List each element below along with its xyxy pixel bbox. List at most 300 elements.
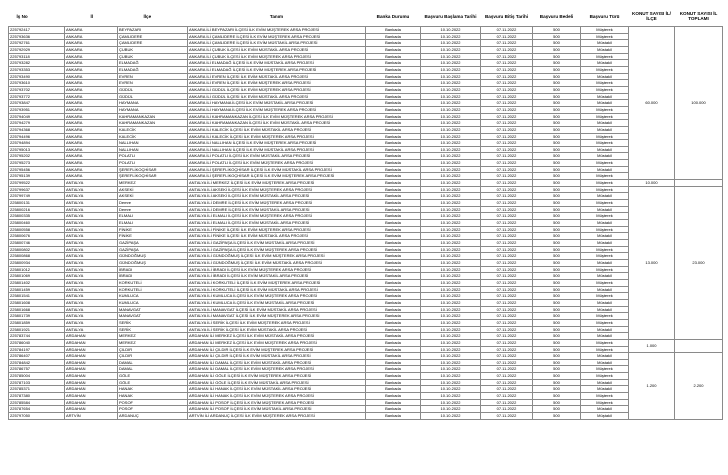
cell-basvuru-bedeli: 500 bbox=[533, 399, 581, 406]
cell-basvuru-baslama: 10.10.2022 bbox=[421, 266, 481, 273]
header-basvuru-bedeli: Başvuru Bedeli bbox=[539, 13, 574, 19]
cell-ilce: KORKUTELİ bbox=[118, 286, 188, 293]
cell-basvuru-turu: Müstakil bbox=[581, 233, 629, 240]
cell-basvuru-bedeli: 500 bbox=[533, 213, 581, 220]
cell-banka-durumu: Bankada bbox=[366, 100, 421, 107]
cell-konut-il-ilce: 60.000 bbox=[629, 27, 675, 180]
cell-tanim: ANTALYA İLİ KORKUTELİ İLÇESİ İLK EVİM MÜŞTEREK ARSA PROJESİ bbox=[188, 279, 366, 286]
cell-tanim: ANTALYA İLİ İBRADI İLÇESİ İLK EVİM MÜŞTEREK ARSA PROJESİ bbox=[188, 266, 366, 273]
cell-tanim: ARTVİN İLİ ARDANUÇ İLÇESİ İLK EVİM MÜŞTEREK ARSA PROJESİ bbox=[188, 413, 366, 420]
cell-il: ANKARA bbox=[65, 66, 118, 73]
cell-ilan-no: 225799522 bbox=[9, 180, 65, 187]
cell-il: ARTVİN bbox=[65, 413, 118, 420]
cell-basvuru-turu: Müşterek bbox=[581, 279, 629, 286]
cell-ilce: ELMADAĞ bbox=[118, 60, 188, 67]
cell-banka-durumu: Bankada bbox=[366, 186, 421, 193]
table-row bbox=[9, 326, 723, 333]
cell-basvuru-turu: Müstakil bbox=[581, 353, 629, 360]
cell-ilce: MERKEZ bbox=[118, 333, 188, 340]
cell-tanim: ANTALYA İLİ MERKEZ İLÇESİ İLK EVİM MÜŞTEREK ARSA PROJESİ bbox=[188, 180, 366, 187]
cell-ilce: ÇUBUK bbox=[118, 46, 188, 53]
cell-basvuru-turu: Müşterek bbox=[581, 113, 629, 120]
cell-ilce: ÇILDIR bbox=[118, 353, 188, 360]
cell-basvuru-turu: Müşterek bbox=[581, 160, 629, 167]
cell-ilce: ELMALI bbox=[118, 220, 188, 227]
cell-ilce: GÖLE bbox=[118, 379, 188, 386]
table-row bbox=[9, 200, 723, 207]
cell-il: ARDAHAN bbox=[65, 346, 118, 353]
cell-il: ANTALYA bbox=[65, 206, 118, 213]
cell-il: ANKARA bbox=[65, 160, 118, 167]
cell-tanim: ANKARA İLİ POLATLI İLÇESİ İLK EVİM MÜŞTEREK ARSA PROJESİ bbox=[188, 160, 366, 167]
cell-tanim: ANKARA İLİ EVREN İLÇESİ İLK EVİM MÜSTAKİL ARSA PROJESİ bbox=[188, 73, 366, 80]
table-row bbox=[9, 346, 723, 353]
cell-il: ANKARA bbox=[65, 126, 118, 133]
cell-basvuru-bitis: 07.11.2022 bbox=[481, 86, 533, 93]
cell-basvuru-baslama: 10.10.2022 bbox=[421, 253, 481, 260]
cell-tanim: ARDAHAN İLİ ÇILDIR İLÇESİ İLK EVİM MÜSTAKİL ARSA PROJESİ bbox=[188, 353, 366, 360]
cell-basvuru-turu: Müşterek bbox=[581, 313, 629, 320]
header-konut-il-ilce: KONUT SAYISI İL/İLÇE bbox=[632, 11, 671, 21]
cell-il: ANKARA bbox=[65, 93, 118, 100]
cell-basvuru-turu: Müşterek bbox=[581, 106, 629, 113]
cell-basvuru-turu: Müstakil bbox=[581, 379, 629, 386]
cell-il: ARDAHAN bbox=[65, 379, 118, 386]
cell-banka-durumu: Bankada bbox=[366, 140, 421, 147]
cell-il: ANKARA bbox=[65, 60, 118, 67]
cell-ilce: NALLIHAN bbox=[118, 140, 188, 147]
cell-basvuru-baslama: 10.10.2022 bbox=[421, 126, 481, 133]
cell-ilan-no: 225793353 bbox=[9, 66, 65, 73]
cell-basvuru-bitis: 07.11.2022 bbox=[481, 386, 533, 393]
cell-basvuru-turu: Müstakil bbox=[581, 120, 629, 127]
cell-ilce: KUMLUCA bbox=[118, 293, 188, 300]
cell-basvuru-baslama: 10.10.2022 bbox=[421, 379, 481, 386]
cell-ilan-no: 225801402 bbox=[9, 279, 65, 286]
cell-basvuru-baslama: 10.10.2022 bbox=[421, 33, 481, 40]
cell-ilan-no: 225785584 bbox=[9, 399, 65, 406]
cell-il: ARDAHAN bbox=[65, 359, 118, 366]
cell-il: ANTALYA bbox=[65, 313, 118, 320]
cell-basvuru-bedeli: 500 bbox=[533, 326, 581, 333]
header-basvuru-turu: Başvuru Türü bbox=[589, 13, 620, 19]
table-row bbox=[9, 339, 723, 346]
cell-basvuru-turu: Müstakil bbox=[581, 60, 629, 67]
cell-tanim: ANTALYA İLİ KUMLUCA İLÇESİ İLK EVİM MÜSTAKİL ARSA PROJESİ bbox=[188, 299, 366, 306]
cell-banka-durumu: Bankada bbox=[366, 399, 421, 406]
cell-basvuru-bedeli: 500 bbox=[533, 240, 581, 247]
cell-basvuru-bedeli: 500 bbox=[533, 333, 581, 340]
cell-basvuru-bedeli: 500 bbox=[533, 206, 581, 213]
cell-basvuru-turu: Müşterek bbox=[581, 399, 629, 406]
cell-tanim: ANKARA İLİ KALECİK İLÇESİ İLK EVİM MÜŞTEREK ARSA PROJESİ bbox=[188, 133, 366, 140]
cell-basvuru-bitis: 07.11.2022 bbox=[481, 393, 533, 400]
cell-ilan-no: 225792417 bbox=[9, 27, 65, 34]
cell-basvuru-baslama: 10.10.2022 bbox=[421, 80, 481, 87]
cell-basvuru-turu: Müştakil bbox=[581, 413, 629, 420]
cell-basvuru-baslama: 10.10.2022 bbox=[421, 27, 481, 34]
cell-il: ANTALYA bbox=[65, 180, 118, 187]
table-row bbox=[9, 379, 723, 386]
cell-il: ANTALYA bbox=[65, 200, 118, 207]
cell-ilce: GÜDÜL bbox=[118, 86, 188, 93]
cell-ilce: ÇILDIR bbox=[118, 346, 188, 353]
table-row bbox=[9, 46, 723, 53]
cell-basvuru-baslama: 10.10.2022 bbox=[421, 160, 481, 167]
cell-banka-durumu: Bankada bbox=[366, 86, 421, 93]
cell-ilce: GÜDÜL bbox=[118, 93, 188, 100]
cell-konut-il-ilce: 1.000 bbox=[629, 339, 675, 352]
table-row bbox=[9, 53, 723, 60]
cell-ilan-no: 225785371 bbox=[9, 386, 65, 393]
cell-banka-durumu: Bankada bbox=[366, 133, 421, 140]
cell-ilce: ÇUBUK bbox=[118, 53, 188, 60]
cell-ilce: KUMLUCA bbox=[118, 299, 188, 306]
cell-ilce: ŞEREFLİKOÇHİSAR bbox=[118, 173, 188, 180]
cell-basvuru-bitis: 07.11.2022 bbox=[481, 73, 533, 80]
cell-basvuru-bedeli: 500 bbox=[533, 406, 581, 413]
table-body bbox=[9, 27, 723, 420]
cell-basvuru-bedeli: 500 bbox=[533, 133, 581, 140]
cell-banka-durumu: Bankada bbox=[366, 180, 421, 187]
cell-ilan-no: 225801859 bbox=[9, 319, 65, 326]
cell-basvuru-baslama: 10.10.2022 bbox=[421, 120, 481, 127]
table-row bbox=[9, 73, 723, 80]
cell-tanim: ANKARA İLİ NALLIHAN İLÇESİ İLK EVİM MÜŞTEREK ARSA PROJESİ bbox=[188, 140, 366, 147]
cell-il: ANKARA bbox=[65, 153, 118, 160]
cell-ilan-no: 225795456 bbox=[9, 166, 65, 173]
cell-tanim: ANKARA İLİ ÇAMLIDERE İLÇESİ İLK EVİM MÜŞTEREK ARSA PROJESİ bbox=[188, 33, 366, 40]
cell-ilan-no: 225801668 bbox=[9, 306, 65, 313]
cell-ilce: HAYMANA bbox=[118, 106, 188, 113]
cell-tanim: ANTALYA İLİ DEMRE İLÇESİ İLK EVİM MÜSTAKİL ARSA PROJESİ bbox=[188, 206, 366, 213]
cell-banka-durumu: Bankada bbox=[366, 366, 421, 373]
cell-basvuru-turu: Müşterek bbox=[581, 86, 629, 93]
cell-basvuru-bedeli: 500 bbox=[533, 53, 581, 60]
cell-basvuru-bitis: 07.11.2022 bbox=[481, 53, 533, 60]
cell-basvuru-turu: Müstakil bbox=[581, 333, 629, 340]
cell-basvuru-baslama: 10.10.2022 bbox=[421, 373, 481, 380]
cell-basvuru-turu: Müstakil bbox=[581, 299, 629, 306]
cell-tanim: ANKARA İLİ ŞEREFLİKOÇHİSAR İLÇESİ İLK EVİM MÜŞTEREK ARSA PROJESİ bbox=[188, 173, 366, 180]
cell-il: ANKARA bbox=[65, 173, 118, 180]
cell-basvuru-bitis: 07.11.2022 bbox=[481, 379, 533, 386]
cell-basvuru-turu: Müstakil bbox=[581, 359, 629, 366]
cell-basvuru-bedeli: 500 bbox=[533, 66, 581, 73]
cell-basvuru-bedeli: 500 bbox=[533, 160, 581, 167]
cell-basvuru-baslama: 10.10.2022 bbox=[421, 100, 481, 107]
cell-ilce: ŞEREFLİKOÇHİSAR bbox=[118, 166, 188, 173]
cell-ilce: POLATLI bbox=[118, 153, 188, 160]
cell-il: ANTALYA bbox=[65, 293, 118, 300]
cell-basvuru-baslama: 10.10.2022 bbox=[421, 326, 481, 333]
cell-ilan-no: 225794049 bbox=[9, 113, 65, 120]
cell-basvuru-bedeli: 500 bbox=[533, 299, 581, 306]
cell-basvuru-baslama: 10.10.2022 bbox=[421, 339, 481, 346]
cell-ilan-no: 225800460 bbox=[9, 220, 65, 227]
cell-ilan-no: 225787654 bbox=[9, 406, 65, 413]
cell-konut-il-toplami bbox=[675, 339, 723, 352]
cell-basvuru-bedeli: 500 bbox=[533, 173, 581, 180]
cell-basvuru-bedeli: 500 bbox=[533, 226, 581, 233]
cell-basvuru-bitis: 07.11.2022 bbox=[481, 266, 533, 273]
cell-banka-durumu: Bankada bbox=[366, 339, 421, 346]
cell-basvuru-bedeli: 500 bbox=[533, 366, 581, 373]
cell-tanim: ANTALYA İLİ GÜNDOĞMUŞ İLÇESİ İLK EVİM MÜŞTEREK ARSA PROJESİ bbox=[188, 253, 366, 260]
cell-il: ANKARA bbox=[65, 33, 118, 40]
cell-basvuru-bedeli: 500 bbox=[533, 220, 581, 227]
cell-ilce: EVREN bbox=[118, 73, 188, 80]
cell-basvuru-turu: Müstakil bbox=[581, 220, 629, 227]
cell-il: ANKARA bbox=[65, 106, 118, 113]
table-row bbox=[9, 60, 723, 67]
cell-basvuru-bitis: 07.11.2022 bbox=[481, 319, 533, 326]
cell-basvuru-turu: Müşterek bbox=[581, 213, 629, 220]
cell-ilan-no: 225800131 bbox=[9, 200, 65, 207]
cell-basvuru-baslama: 10.10.2022 bbox=[421, 173, 481, 180]
cell-basvuru-bitis: 07.11.2022 bbox=[481, 306, 533, 313]
cell-ilce: İBRADI bbox=[118, 273, 188, 280]
cell-banka-durumu: Bankada bbox=[366, 326, 421, 333]
cell-basvuru-turu: Müşterek bbox=[581, 266, 629, 273]
cell-basvuru-baslama: 10.10.2022 bbox=[421, 299, 481, 306]
cell-ilan-no: 225793702 bbox=[9, 86, 65, 93]
cell-il: ANKARA bbox=[65, 133, 118, 140]
cell-tanim: ANTALYA İLİ SERİK İLÇESİ İLK EVİM MÜŞTEREK ARSA PROJESİ bbox=[188, 319, 366, 326]
cell-il: ANKARA bbox=[65, 86, 118, 93]
cell-banka-durumu: Bankada bbox=[366, 200, 421, 207]
cell-basvuru-bitis: 07.11.2022 bbox=[481, 206, 533, 213]
cell-basvuru-bedeli: 500 bbox=[533, 373, 581, 380]
cell-basvuru-bitis: 07.11.2022 bbox=[481, 313, 533, 320]
cell-basvuru-bedeli: 500 bbox=[533, 319, 581, 326]
cell-tanim: ANTALYA İLİ GAZİPAŞA İLÇESİ İLK EVİM MÜSTAKİL ARSA PROJESİ bbox=[188, 240, 366, 247]
cell-tanim: ANTALYA İLİ ELMALI İLÇESİ İLK EVİM MÜSTAKİL ARSA PROJESİ bbox=[188, 220, 366, 227]
cell-ilce: AKSEKİ bbox=[118, 193, 188, 200]
cell-ilan-no: 225801459 bbox=[9, 286, 65, 293]
cell-il: ANKARA bbox=[65, 113, 118, 120]
cell-ilce: MANAVGAT bbox=[118, 306, 188, 313]
cell-basvuru-bedeli: 500 bbox=[533, 40, 581, 47]
cell-basvuru-bedeli: 500 bbox=[533, 379, 581, 386]
cell-il: ARDAHAN bbox=[65, 399, 118, 406]
cell-tanim: ANKARA İLİ ELMADAĞ İLÇESİ İLK EVİM MÜŞTEREK ARSA PROJESİ bbox=[188, 66, 366, 73]
cell-basvuru-bedeli: 500 bbox=[533, 266, 581, 273]
cell-basvuru-turu: Müşterek bbox=[581, 366, 629, 373]
cell-ilce: DAMAL bbox=[118, 366, 188, 373]
table-row bbox=[9, 40, 723, 47]
cell-banka-durumu: Bankada bbox=[366, 40, 421, 47]
cell-basvuru-baslama: 10.10.2022 bbox=[421, 106, 481, 113]
cell-basvuru-bedeli: 500 bbox=[533, 233, 581, 240]
cell-ilan-no: 225801069 bbox=[9, 273, 65, 280]
cell-ilce: GÖLE bbox=[118, 373, 188, 380]
cell-basvuru-baslama: 10.10.2022 bbox=[421, 113, 481, 120]
table-row bbox=[9, 173, 723, 180]
cell-banka-durumu: Bankada bbox=[366, 220, 421, 227]
cell-basvuru-turu: Müşterek bbox=[581, 180, 629, 187]
cell-ilce: POSOF bbox=[118, 406, 188, 413]
cell-basvuru-baslama: 10.10.2022 bbox=[421, 46, 481, 53]
cell-il: ANTALYA bbox=[65, 193, 118, 200]
cell-basvuru-bedeli: 500 bbox=[533, 80, 581, 87]
cell-basvuru-turu: Müşterek bbox=[581, 27, 629, 34]
cell-banka-durumu: Bankada bbox=[366, 406, 421, 413]
cell-basvuru-turu: Müşterek bbox=[581, 246, 629, 253]
cell-basvuru-bitis: 07.11.2022 bbox=[481, 193, 533, 200]
cell-basvuru-turu: Müstakil bbox=[581, 153, 629, 160]
cell-il: ANTALYA bbox=[65, 306, 118, 313]
table-row bbox=[9, 313, 723, 320]
cell-il: ANTALYA bbox=[65, 273, 118, 280]
cell-banka-durumu: Bankada bbox=[366, 153, 421, 160]
cell-ilan-no: 225800746 bbox=[9, 240, 65, 247]
cell-ilce: MANAVGAT bbox=[118, 313, 188, 320]
cell-il: ANKARA bbox=[65, 40, 118, 47]
cell-banka-durumu: Bankada bbox=[366, 286, 421, 293]
table-row bbox=[9, 413, 723, 420]
cell-ilce: SERİK bbox=[118, 319, 188, 326]
cell-banka-durumu: Bankada bbox=[366, 319, 421, 326]
table-row bbox=[9, 80, 723, 87]
cell-basvuru-turu: Müstakil bbox=[581, 193, 629, 200]
cell-ilce: KORKUTELİ bbox=[118, 279, 188, 286]
cell-tanim: ANTALYA İLİ DEMRE İLÇESİ İLK EVİM MÜŞTEREK ARSA PROJESİ bbox=[188, 200, 366, 207]
cell-basvuru-baslama: 10.10.2022 bbox=[421, 60, 481, 67]
cell-ilce: MERKEZ bbox=[118, 180, 188, 187]
cell-ilan-no: 225801739 bbox=[9, 313, 65, 320]
cell-basvuru-bitis: 07.11.2022 bbox=[481, 40, 533, 47]
table-row bbox=[9, 33, 723, 40]
cell-tanim: ANKARA İLİ ELMADAĞ İLÇESİ İLK EVİM MÜSTAKİL ARSA PROJESİ bbox=[188, 60, 366, 67]
cell-basvuru-bitis: 07.11.2022 bbox=[481, 120, 533, 127]
cell-il: ANTALYA bbox=[65, 233, 118, 240]
cell-banka-durumu: Bankada bbox=[366, 233, 421, 240]
table-row bbox=[9, 333, 723, 340]
cell-basvuru-baslama: 10.10.2022 bbox=[421, 193, 481, 200]
table-row bbox=[9, 166, 723, 173]
header-konut-il-toplami: KONUT SAYISI İL TOPLAMI bbox=[679, 11, 718, 21]
cell-il: ANKARA bbox=[65, 46, 118, 53]
cell-basvuru-bitis: 07.11.2022 bbox=[481, 166, 533, 173]
table-row bbox=[9, 366, 723, 373]
table-row bbox=[9, 353, 723, 360]
cell-il: ANTALYA bbox=[65, 246, 118, 253]
cell-banka-durumu: Bankada bbox=[366, 113, 421, 120]
cell-basvuru-bitis: 07.11.2022 bbox=[481, 399, 533, 406]
cell-il: ANTALYA bbox=[65, 279, 118, 286]
table-row bbox=[9, 373, 723, 380]
cell-ilan-no: 225795202 bbox=[9, 153, 65, 160]
cell-basvuru-bedeli: 500 bbox=[533, 153, 581, 160]
cell-il: ANTALYA bbox=[65, 226, 118, 233]
cell-tanim: ANKARA İLİ KAHRAMANKAZAN İLÇESİ İLK EVİM MÜŞTEREK ARSA PROJESİ bbox=[188, 113, 366, 120]
cell-basvuru-bitis: 07.11.2022 bbox=[481, 273, 533, 280]
cell-ilan-no: 225795013 bbox=[9, 146, 65, 153]
cell-basvuru-bitis: 07.11.2022 bbox=[481, 33, 533, 40]
cell-ilce: GÜNDOĞMUŞ bbox=[118, 253, 188, 260]
cell-basvuru-bitis: 07.11.2022 bbox=[481, 226, 533, 233]
cell-tanim: ANTALYA İLİ FİNİKE İLÇESİ İLK EVİM MÜSTAKİL ARSA PROJESİ bbox=[188, 233, 366, 240]
table-row bbox=[9, 220, 723, 227]
cell-il: ANTALYA bbox=[65, 266, 118, 273]
cell-banka-durumu: Bankada bbox=[366, 346, 421, 353]
cell-basvuru-bedeli: 500 bbox=[533, 193, 581, 200]
cell-il: ARDAHAN bbox=[65, 333, 118, 340]
cell-ilan-no: 225794279 bbox=[9, 120, 65, 127]
table-row bbox=[9, 319, 723, 326]
cell-banka-durumu: Bankada bbox=[366, 73, 421, 80]
cell-basvuru-turu: Müstakil bbox=[581, 406, 629, 413]
cell-basvuru-bitis: 07.11.2022 bbox=[481, 326, 533, 333]
cell-tanim: ANTALYA İLİ KORKUTELİ İLÇESİ İLK EVİM MÜSTAKİL ARSA PROJESİ bbox=[188, 286, 366, 293]
table-row bbox=[9, 246, 723, 253]
cell-basvuru-bedeli: 500 bbox=[533, 286, 581, 293]
cell-basvuru-bedeli: 500 bbox=[533, 93, 581, 100]
header-row bbox=[9, 6, 723, 27]
cell-tanim: ANTALYA İLİ AKSEKİ İLÇESİ İLK EVİM MÜSTAKİL ARSA PROJESİ bbox=[188, 193, 366, 200]
cell-basvuru-bedeli: 500 bbox=[533, 253, 581, 260]
cell-basvuru-bitis: 07.11.2022 bbox=[481, 366, 533, 373]
cell-basvuru-turu: Müşterek bbox=[581, 253, 629, 260]
cell-tanim: ANKARA İLİ HAYMANA İLÇESİ İLK EVİM MÜSTAKİL ARSA PROJESİ bbox=[188, 100, 366, 107]
table-row bbox=[9, 93, 723, 100]
cell-basvuru-baslama: 10.10.2022 bbox=[421, 93, 481, 100]
cell-basvuru-bitis: 07.11.2022 bbox=[481, 406, 533, 413]
cell-banka-durumu: Bankada bbox=[366, 413, 421, 420]
cell-ilan-no: 225800676 bbox=[9, 233, 65, 240]
cell-banka-durumu: Bankada bbox=[366, 240, 421, 247]
cell-tanim: ARDAHAN İLİ POSOF İLÇESİ İLK EVİM MÜŞTEREK ARSA PROJESİ bbox=[188, 399, 366, 406]
cell-basvuru-bitis: 07.11.2022 bbox=[481, 353, 533, 360]
cell-basvuru-bedeli: 500 bbox=[533, 33, 581, 40]
table-row bbox=[9, 273, 723, 280]
cell-tanim: ARDAHAN İLİ MERKEZ İLÇESİ İLK EVİM MÜŞTEREK ARSA PROJESİ bbox=[188, 339, 366, 346]
cell-ilan-no: 225800802 bbox=[9, 246, 65, 253]
cell-basvuru-turu: Müstakil bbox=[581, 273, 629, 280]
cell-basvuru-baslama: 10.10.2022 bbox=[421, 200, 481, 207]
cell-basvuru-bitis: 07.11.2022 bbox=[481, 279, 533, 286]
cell-ilce: SERİK bbox=[118, 326, 188, 333]
cell-basvuru-bitis: 07.11.2022 bbox=[481, 173, 533, 180]
cell-konut-il-toplami: 100.000 bbox=[675, 27, 723, 180]
cell-basvuru-bedeli: 500 bbox=[533, 413, 581, 420]
cell-basvuru-turu: Müşterek bbox=[581, 319, 629, 326]
cell-ilan-no: 225801921 bbox=[9, 326, 65, 333]
cell-basvuru-baslama: 10.10.2022 bbox=[421, 226, 481, 233]
cell-banka-durumu: Bankada bbox=[366, 160, 421, 167]
cell-ilce: BEYPAZARI bbox=[118, 27, 188, 34]
cell-ilce: EVREN bbox=[118, 80, 188, 87]
cell-basvuru-turu: Müşterek bbox=[581, 200, 629, 207]
table-row bbox=[9, 186, 723, 193]
cell-basvuru-bedeli: 500 bbox=[533, 386, 581, 393]
cell-il: ANTALYA bbox=[65, 319, 118, 326]
cell-basvuru-bedeli: 500 bbox=[533, 146, 581, 153]
cell-ilan-no: 225786757 bbox=[9, 366, 65, 373]
cell-basvuru-baslama: 10.10.2022 bbox=[421, 40, 481, 47]
cell-ilce: ARDANUÇ bbox=[118, 413, 188, 420]
cell-basvuru-bedeli: 500 bbox=[533, 120, 581, 127]
table-row bbox=[9, 66, 723, 73]
cell-basvuru-bitis: 07.11.2022 bbox=[481, 153, 533, 160]
cell-basvuru-baslama: 10.10.2022 bbox=[421, 279, 481, 286]
cell-basvuru-baslama: 10.10.2022 bbox=[421, 186, 481, 193]
cell-il: ANKARA bbox=[65, 27, 118, 34]
cell-banka-durumu: Bankada bbox=[366, 166, 421, 173]
cell-basvuru-bedeli: 500 bbox=[533, 293, 581, 300]
cell-basvuru-baslama: 10.10.2022 bbox=[421, 146, 481, 153]
